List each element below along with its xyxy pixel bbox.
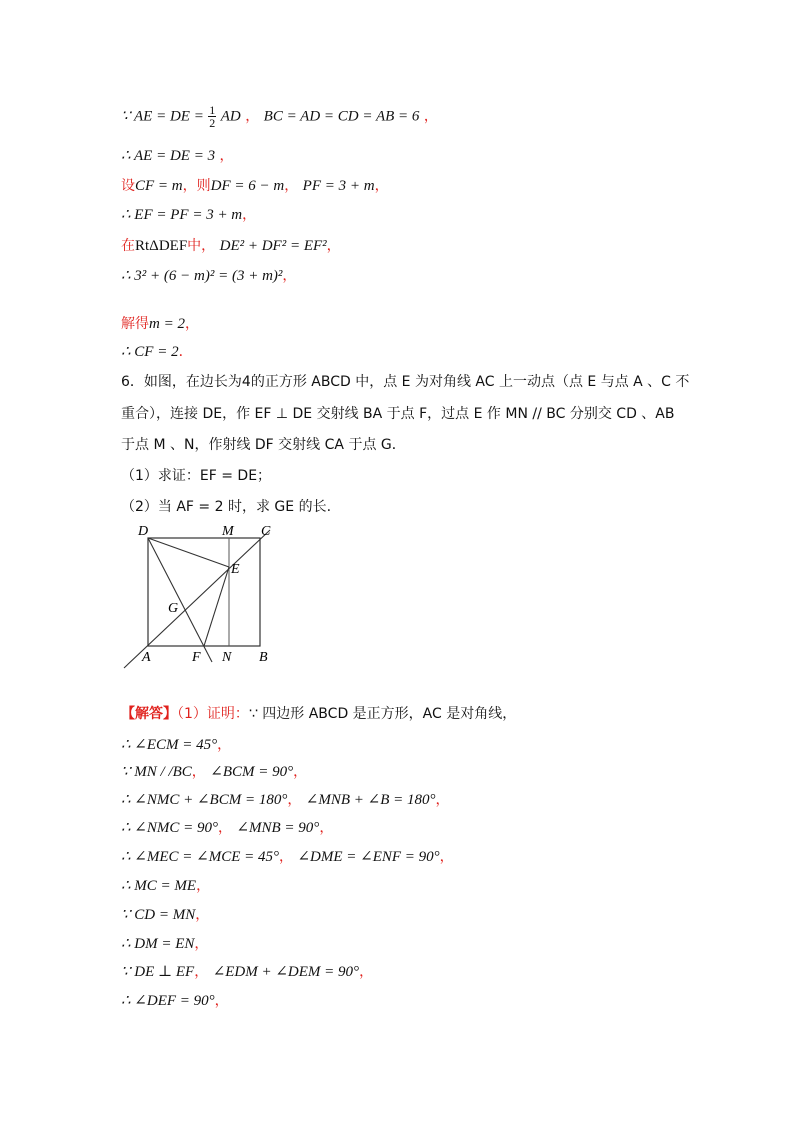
comma: ， — [279, 849, 293, 865]
label-d: D — [138, 524, 149, 539]
math-ef-pf: ∴ EF = PF = 3 + m — [121, 207, 243, 223]
math-dme-enf: ∠DME = ∠ENF = 90° — [297, 849, 440, 865]
math-mec-mce: ∴ ∠MEC = ∠MCE = 45° — [121, 849, 279, 865]
math-rt-triangle: RtΔDEF — [135, 238, 188, 254]
proof-premise: ∵ 四边形 ABCD 是正方形，AC 是对角线， — [248, 706, 517, 722]
solution-line-11 — [121, 991, 229, 1011]
ray-df — [148, 538, 212, 662]
solution-line-1 — [121, 704, 516, 724]
label-b: B — [259, 650, 268, 665]
line-1 — [121, 104, 438, 129]
comma: ， — [284, 178, 299, 194]
text-zhong: 中 — [187, 238, 202, 254]
math-ad: AD — [220, 108, 241, 125]
math-m-2: m = 2 — [149, 316, 185, 332]
comma: ， — [326, 238, 341, 254]
fraction-denominator: 2 — [209, 116, 216, 130]
comma: ， — [423, 108, 438, 125]
problem-line-2: 重合），连接 DE，作 EF ⊥ DE 交射线 BA 于点 F，过点 E 作 MN // BC 分别交 CD 、AB — [121, 406, 675, 422]
comma: ， — [194, 964, 209, 980]
segment-ef — [204, 567, 229, 646]
comma: ， — [242, 207, 257, 223]
question-2: （2）当 AF = 2 时，求 GE 的长. — [121, 499, 332, 515]
math-nmc-sum: ∴ ∠NMC + ∠BCM = 180° — [121, 792, 288, 808]
label-n: N — [222, 650, 232, 665]
solution-line-2 — [121, 735, 231, 755]
diagonal-ca — [124, 530, 270, 668]
text-solve: 解得 — [121, 316, 149, 332]
comma: ， — [201, 238, 216, 254]
solution-line-4 — [121, 790, 450, 810]
math-mnb-90: ∠MNB = 90° — [236, 820, 320, 836]
math-def-90: ∴ ∠DEF = 90° — [121, 993, 215, 1009]
question-1: （1）求证：EF = DE； — [121, 468, 272, 484]
comma: ， — [435, 792, 450, 808]
label-m: M — [222, 524, 234, 539]
comma: ， — [359, 964, 374, 980]
text-in: 在 — [121, 238, 135, 254]
label-c: C — [261, 524, 271, 539]
comma: ， — [219, 148, 234, 164]
math-pf: PF = 3 + m — [302, 178, 375, 194]
math-de-perp-ef: ∵ DE ⊥ EF — [121, 964, 195, 980]
math-dm-en: ∴ DM = EN — [121, 936, 195, 952]
comma: ， — [218, 820, 232, 836]
math-mc-me: ∴ MC = ME — [121, 878, 197, 894]
comma: ， — [194, 936, 209, 952]
math-cf-2: ∴ CF = 2 — [121, 344, 179, 360]
label-f: F — [192, 650, 201, 665]
math-nmc-90: ∴ ∠NMC = 90° — [121, 820, 218, 836]
comma: ， — [195, 907, 210, 923]
math-bcm: ∠BCM = 90° — [210, 764, 294, 780]
text-then: ，则 — [182, 178, 211, 194]
proof-label: （1）证明： — [177, 706, 249, 722]
solution-line-10 — [121, 962, 373, 982]
comma: ， — [196, 878, 211, 894]
label-a: A — [142, 650, 151, 665]
comma: ， — [184, 316, 199, 332]
math-mn-bc: ∵ MN / /BC — [121, 764, 192, 780]
problem-line-3: 于点 M 、N，作射线 DF 交射线 CA 于点 G． — [121, 437, 406, 453]
math-ecm: ∴ ∠ECM = 45° — [121, 737, 218, 753]
math-cf-m: CF = m — [135, 178, 183, 194]
text-set: 设 — [121, 178, 135, 194]
geometry-figure — [118, 522, 288, 672]
solution-line-7 — [121, 876, 210, 896]
comma: ， — [374, 178, 389, 194]
line-8 — [121, 342, 193, 362]
line-4 — [121, 205, 256, 225]
period: ． — [178, 344, 193, 360]
comma: ， — [191, 764, 206, 780]
fraction-half — [208, 104, 216, 129]
solution-line-3 — [121, 762, 307, 782]
comma: ， — [214, 993, 229, 1009]
solution-line-8 — [121, 905, 209, 925]
math-edm-dem: ∠EDM + ∠DEM = 90° — [212, 964, 360, 980]
comma: ， — [293, 764, 308, 780]
label-g: G — [168, 601, 179, 616]
line-7 — [121, 314, 199, 334]
solution-line-6 — [121, 847, 454, 867]
math-cd-mn: ∵ CD = MN — [121, 907, 196, 923]
line-6 — [121, 266, 296, 286]
comma: ， — [439, 849, 454, 865]
comma: ， — [245, 108, 260, 125]
comma: ， — [319, 820, 334, 836]
math-equation: ∴ 3² + (6 − m)² = (3 + m)² — [121, 268, 283, 284]
comma: ， — [282, 268, 297, 284]
math-sides-equal: BC = AD = CD = AB = 6 — [263, 108, 420, 125]
solution-tag: 【解答】 — [121, 706, 177, 722]
line-2 — [121, 146, 234, 166]
line-5 — [121, 236, 341, 256]
math-mnb-sum: ∠MNB + ∠B = 180° — [305, 792, 436, 808]
comma: ， — [287, 792, 302, 808]
math-pythagoras: DE² + DF² = EF² — [219, 238, 327, 254]
line-3 — [121, 176, 389, 196]
math-df: DF = 6 − m — [210, 178, 285, 194]
math-ae-3: ∴ AE = DE = 3 — [121, 148, 216, 164]
problem-line-1: 6．如图，在边长为4的正方形 ABCD 中，点 E 为对角线 AC 上一动点（点 E 与点 A 、C 不 — [121, 374, 690, 390]
fraction-numerator: 1 — [209, 103, 216, 117]
math-ae-de: ∵ AE = DE = — [121, 108, 204, 125]
comma: ， — [217, 737, 232, 753]
label-e: E — [231, 562, 240, 577]
solution-line-5 — [121, 818, 333, 838]
solution-line-9 — [121, 934, 208, 954]
